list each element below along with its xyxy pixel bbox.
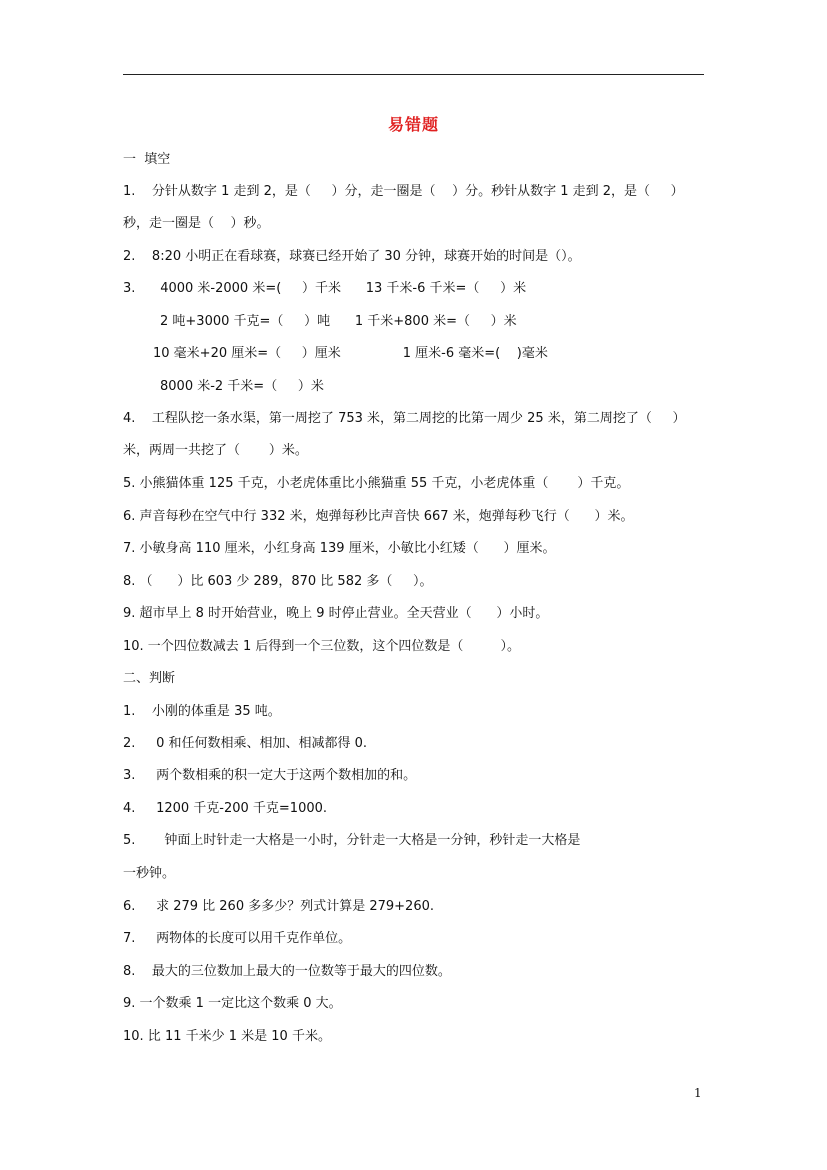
judge-3: 3. 两个数相乘的积一定大于这两个数相加的和。: [123, 768, 417, 783]
question-1-line-1: 1. 分针从数字 1 走到 2，是（ ）分，走一圈是（ ）分。秒针从数字 1 走到 2，是（ ）: [123, 184, 684, 199]
question-1-line-2: 秒，走一圈是（ ）秒。: [123, 216, 270, 231]
question-6: 6. 声音每秒在空气中行 332 米，炮弹每秒比声音快 667 米，炮弹每秒飞行（ ）米。: [123, 509, 634, 524]
judge-9: 9. 一个数乘 1 一定比这个数乘 0 大。: [123, 996, 342, 1011]
judge-6: 6. 求 279 比 260 多多少？列式计算是 279+260.: [123, 899, 435, 914]
section-heading-fill-blank: 一 填空: [123, 152, 171, 167]
question-4-line-1: 4. 工程队挖一条水渠，第一周挖了 753 米，第二周挖的比第一周少 25 米，第二周挖了（ ）: [123, 411, 686, 426]
question-5: 5. 小熊猫体重 125 千克，小老虎体重比小熊猫重 55 千克，小老虎体重（ ）千克。: [123, 476, 630, 491]
question-7: 7. 小敏身高 110 厘米，小红身高 139 厘米，小敏比小红矮（ ）厘米。: [123, 541, 556, 556]
judge-4: 4. 1200 千克-200 千克=1000.: [123, 801, 328, 816]
judge-8: 8. 最大的三位数加上最大的一位数等于最大的四位数。: [123, 964, 451, 979]
question-3-line-2: 2 吨+3000 千克=（ ）吨 1 千米+800 米=（ ）米: [160, 314, 517, 329]
judge-7: 7. 两物体的长度可以用千克作单位。: [123, 931, 352, 946]
question-9: 9. 超市早上 8 时开始营业，晚上 9 时停止营业。全天营业（ ）小时。: [123, 606, 549, 621]
page-title: 易错题: [387, 115, 439, 134]
question-3-line-3: 10 毫米+20 厘米=（ ）厘米 1 厘米-6 毫米=( )毫米: [153, 346, 548, 361]
judge-1: 1. 小刚的体重是 35 吨。: [123, 704, 281, 719]
question-2: 2. 8:20 小明正在看球赛，球赛已经开始了 30 分钟，球赛开始的时间是（）。: [123, 249, 581, 264]
section-heading-true-false: 二、判断: [123, 671, 176, 686]
judge-10: 10. 比 11 千米少 1 米是 10 千米。: [123, 1029, 331, 1044]
question-3-line-1: 3. 4000 米-2000 米=( ）千米 13 千米-6 千米=（ ）米: [123, 281, 527, 296]
question-4-line-2: 米，两周一共挖了（ ）米。: [123, 443, 308, 458]
question-10: 10. 一个四位数减去 1 后得到一个三位数，这个四位数是（ ）。: [123, 639, 521, 654]
question-8: 8. （ ）比 603 少 289，870 比 582 多（ ）。: [123, 574, 433, 589]
judge-2: 2. 0 和任何数相乘、相加、相减都得 0.: [123, 736, 368, 751]
page-number: 1: [694, 1086, 702, 1100]
header-rule: [123, 74, 704, 75]
judge-5-line-1: 5. 钟面上时针走一大格是一小时，分针走一大格是一分钟，秒针走一大格是: [123, 833, 581, 848]
question-3-line-4: 8000 米-2 千米=（ ）米: [160, 379, 324, 394]
judge-5-line-2: 一秒钟。: [123, 866, 176, 881]
